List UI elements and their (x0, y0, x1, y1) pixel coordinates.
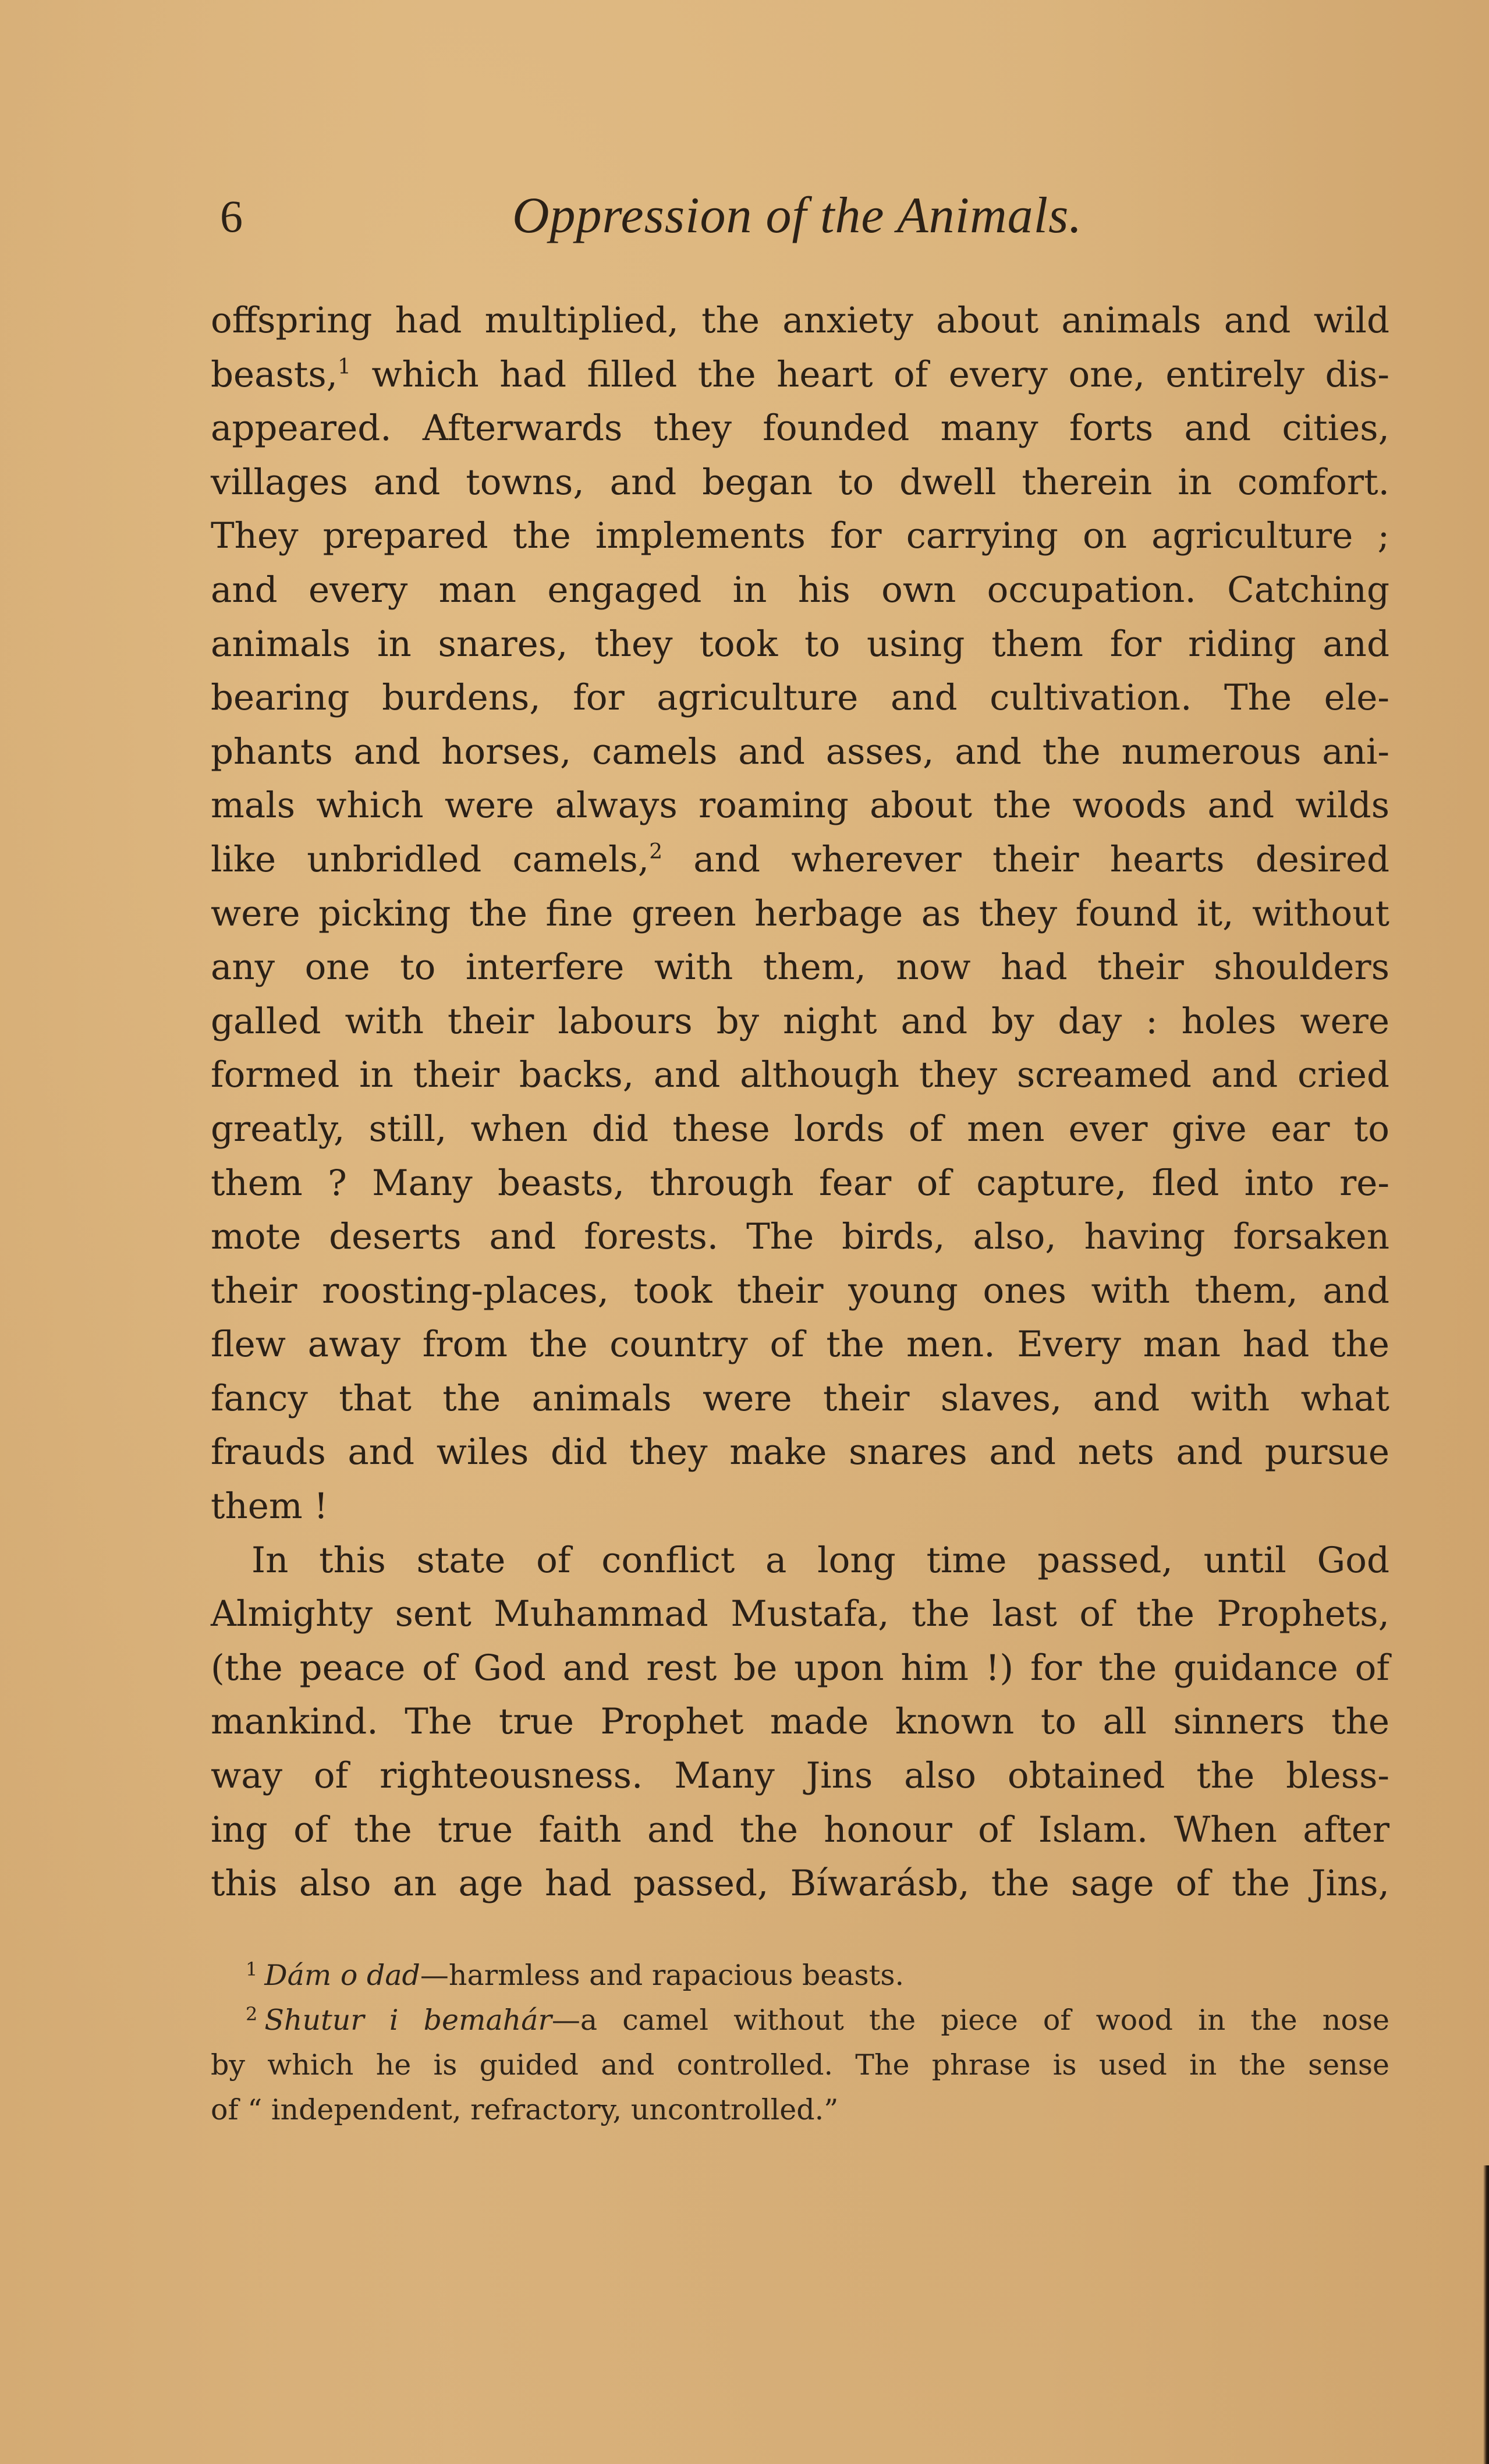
footnote-number: 1 (246, 1958, 258, 1980)
text-fragment: like unbridled camels, (211, 838, 650, 880)
body-text (211, 294, 1389, 1911)
text-fragment: beasts, (211, 353, 338, 395)
footnote-1 (211, 1953, 1389, 1998)
text-line: phants and horses, camels and asses, and the numerous ani- (211, 731, 1389, 772)
footnote-text: —a camel without the piece of wood in the nose (551, 2004, 1389, 2037)
text-line: and every man engaged in his own occupation. Catching (211, 569, 1389, 611)
paragraph-end-line: them ! (211, 1486, 328, 1527)
footnote-2-continuation: of “ independent, refractory, uncontrolled.” (211, 2093, 839, 2126)
text-line: them ? Many beasts, through fear of capture, fled into re- (211, 1162, 1389, 1204)
text-line: offspring had multiplied, the anxiety about animals and wild (211, 300, 1389, 341)
text-line: animals in snares, they took to using them for riding and (211, 623, 1389, 665)
paragraph-start-line: In this state of conflict a long time passed, until God (251, 1539, 1389, 1581)
page-number: 6 (220, 191, 243, 242)
text-fragment: which had filled the heart of every one, entirely dis- (350, 353, 1389, 395)
text-line: mals which were always roaming about the woods and wilds (211, 785, 1389, 827)
footnote-ref-2[interactable]: 2 (649, 839, 663, 864)
text-line: (the peace of God and rest be upon him !) for the guidance of (211, 1647, 1389, 1689)
text-line: any one to interfere with them, now had their shoulders (211, 946, 1389, 988)
footnote-2 (211, 1998, 1389, 2043)
text-line: way of righteousness. Many Jins also obtained the bless- (211, 1755, 1389, 1797)
footnote-number: 2 (246, 2003, 258, 2025)
text-line: appeared. Afterwards they founded many forts and cities, (211, 407, 1389, 449)
text-line (211, 348, 1389, 402)
footnote-2-continuation: by which he is guided and controlled. The phrase is used in the sense (211, 2048, 1389, 2082)
text-line: mote deserts and forests. The birds, also, having forsaken (211, 1216, 1389, 1258)
text-line: were picking the fine green herbage as they found it, without (211, 892, 1389, 934)
footnote-text: —harmless and rapacious beasts. (420, 1959, 905, 1992)
text-line: villages and towns, and began to dwell therein in comfort. (211, 461, 1389, 503)
text-line (211, 833, 1389, 887)
text-line: fancy that the animals were their slaves, and with what (211, 1377, 1389, 1419)
running-head (211, 189, 1392, 253)
text-line: formed in their backs, and although they screamed and cried (211, 1054, 1389, 1096)
text-line: their roosting-places, took their young ones with them, and (211, 1270, 1389, 1311)
text-line: They prepared the implements for carrying on agriculture ; (211, 515, 1389, 557)
footnote-term: Shutur i bemahár (264, 2004, 552, 2037)
text-fragment: and wherever their hearts desired (662, 838, 1389, 880)
text-line: this also an age had passed, Bíwarásb, the sage of the Jins, (211, 1863, 1389, 1905)
footnotes (211, 1953, 1389, 2132)
text-line: frauds and wiles did they make snares and nets and pursue (211, 1431, 1389, 1473)
running-head-title: Oppression of the Animals. (512, 187, 1083, 244)
page-edge-shadow (1483, 2165, 1489, 2464)
text-line: ing of the true faith and the honour of Islam. When after (211, 1809, 1389, 1850)
text-line: galled with their labours by night and by day : holes were (211, 1000, 1389, 1042)
footnote-term: Dám o dad (264, 1959, 420, 1992)
text-line: Almighty sent Muhammad Mustafa, the last of the Prophets, (211, 1593, 1389, 1635)
text-line: bearing burdens, for agriculture and cultivation. The ele- (211, 677, 1389, 719)
text-line: flew away from the country of the men. Every man had the (211, 1324, 1389, 1366)
text-line: greatly, still, when did these lords of men ever give ear to (211, 1108, 1389, 1150)
footnote-ref-1[interactable]: 1 (338, 354, 351, 379)
text-line: mankind. The true Prophet made known to all sinners the (211, 1701, 1389, 1743)
